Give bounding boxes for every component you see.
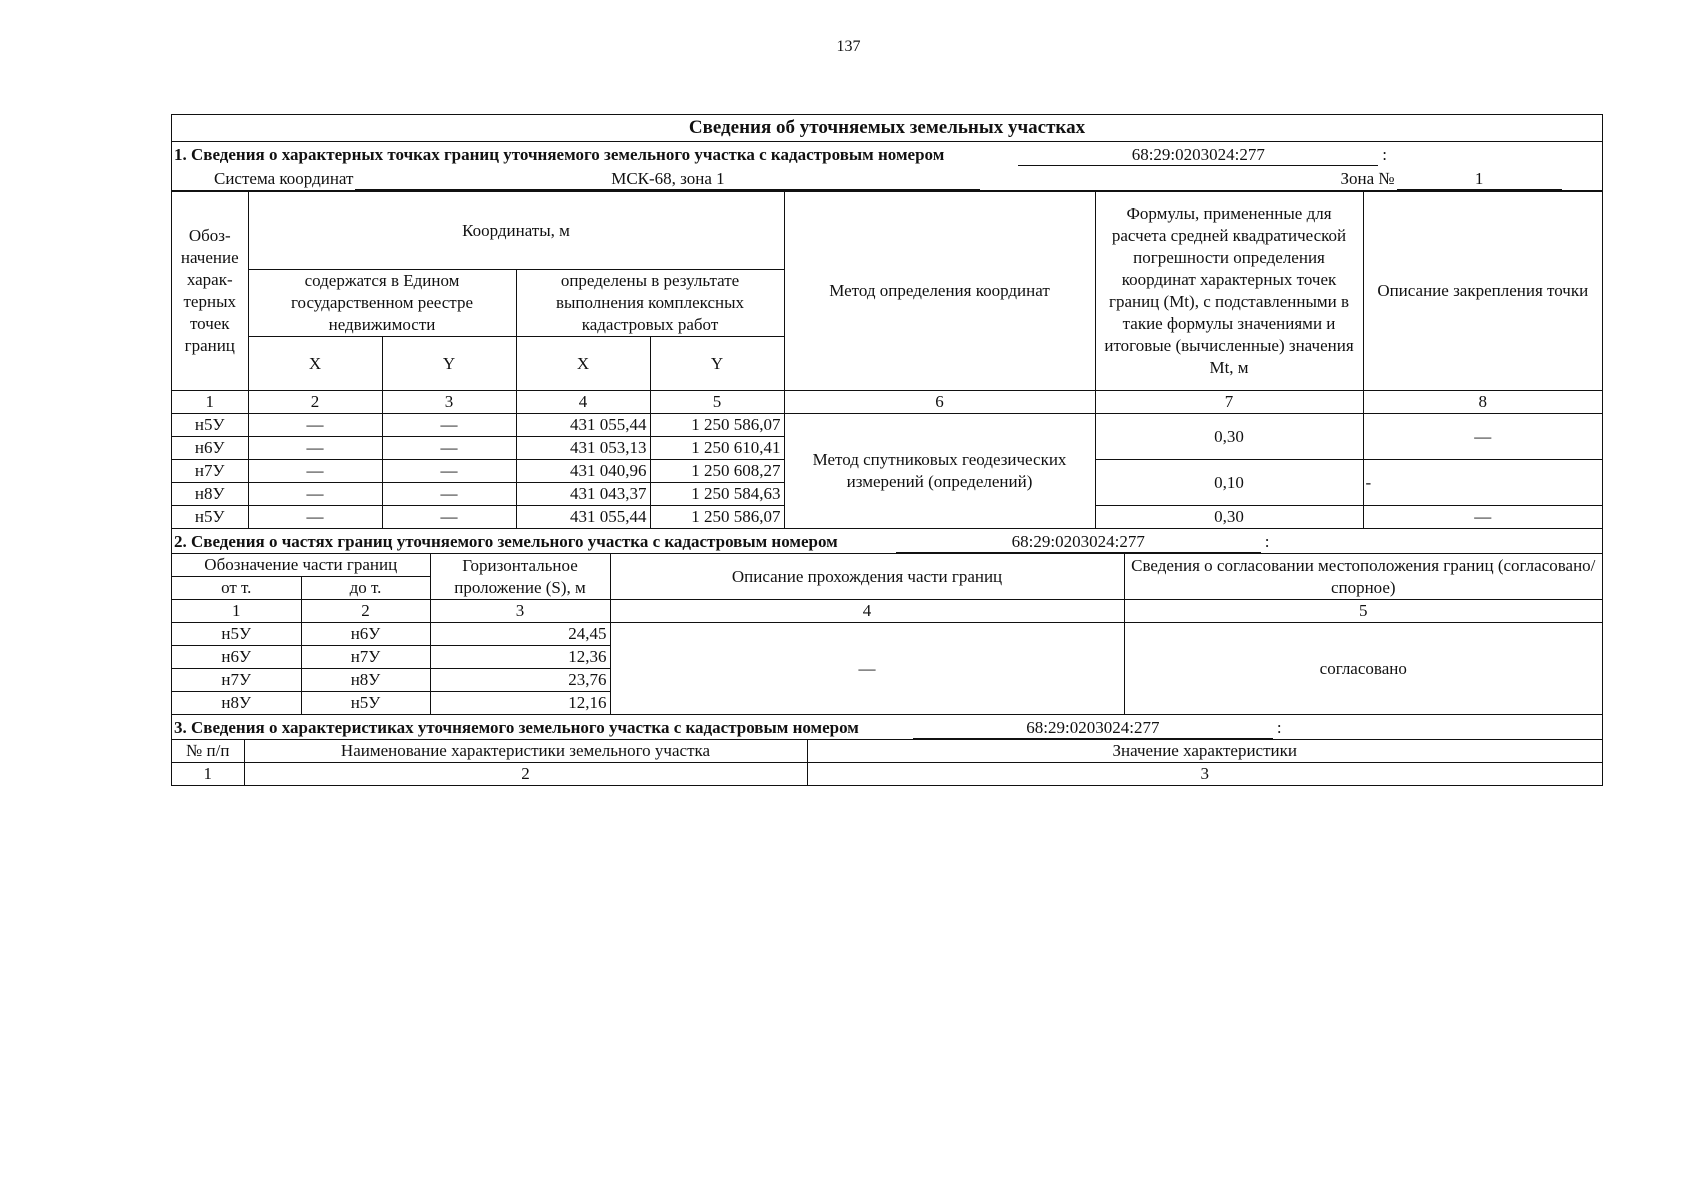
coord-system-value: МСК-68, зона 1 (355, 168, 980, 190)
to-point: н8У (301, 669, 430, 692)
header-name: Наименование характеристики земельного участка (244, 740, 807, 763)
to-point: н6У (301, 623, 430, 646)
header-part: Обозначение части границ (172, 554, 430, 577)
x-egrn: — (248, 460, 382, 483)
fixing-value-3: — (1363, 506, 1602, 529)
section3-heading: 3. Сведения о характеристиках уточняемого земельного участка с кадастровым номером (174, 718, 859, 737)
section3-cadastral-number: 68:29:0203024:277 (913, 717, 1273, 739)
col-num-4: 4 (610, 600, 1124, 623)
point-id: н5У (172, 414, 248, 437)
characteristics-table (172, 740, 1602, 785)
x-egrn: — (248, 483, 382, 506)
col-num-5: 5 (650, 391, 784, 414)
section1-colon: : (1382, 145, 1388, 164)
y-egrn: — (382, 437, 516, 460)
header-method: Метод определения координат (784, 192, 1095, 391)
from-point: н6У (172, 646, 301, 669)
header-length: Горизонтальное проложение (S), м (430, 554, 610, 600)
y-egrn: — (382, 460, 516, 483)
y-coord: 1 250 610,41 (650, 437, 784, 460)
section2-cadastral-number: 68:29:0203024:277 (896, 531, 1261, 553)
col-num-3: 3 (382, 391, 516, 414)
col-num-3: 3 (807, 763, 1602, 786)
mt-value-3: 0,30 (1095, 506, 1363, 529)
col-num-1: 1 (172, 391, 248, 414)
col-num-8: 8 (1363, 391, 1602, 414)
to-point: н5У (301, 692, 430, 715)
form-title: Сведения об уточняемых земельных участках (172, 115, 1602, 142)
x-coord: 431 040,96 (516, 460, 650, 483)
fixing-value-2: - (1363, 460, 1602, 506)
from-point: н7У (172, 669, 301, 692)
table-row (172, 623, 1602, 646)
col-num-2: 2 (301, 600, 430, 623)
points-table (172, 191, 1602, 529)
header-num: № п/п (172, 740, 244, 763)
x-coord: 431 053,13 (516, 437, 650, 460)
header-fixing: Описание закрепления точки (1363, 192, 1602, 391)
zone-label: Зона № (1340, 169, 1395, 188)
section1-heading-row (172, 142, 1602, 166)
header-description: Описание прохождения части границ (610, 554, 1124, 600)
section1-heading: 1. Сведения о характерных точках границ уточняемого земельного участка с кадастровым номером (174, 145, 945, 164)
x-egrn: — (248, 437, 382, 460)
col-num-2: 2 (248, 391, 382, 414)
page-number: 137 (836, 38, 861, 55)
header-formulas: Формулы, примененные для расчета средней квадратической погрешности определения координат характерных точек границ (Mt), с подставленными в такие формулы значениями и итоговые (вычисленные) значения Mt, м (1095, 192, 1363, 391)
col-num-2: 2 (244, 763, 807, 786)
y-egrn: — (382, 414, 516, 437)
col-num-6: 6 (784, 391, 1095, 414)
col-num-1: 1 (172, 600, 301, 623)
col-num-1: 1 (172, 763, 244, 786)
section3-heading-row (172, 715, 1602, 740)
section3-colon: : (1276, 718, 1282, 737)
header-from: от т. (172, 577, 301, 600)
y-coord: 1 250 584,63 (650, 483, 784, 506)
from-point: н8У (172, 692, 301, 715)
header-y-egrn: Y (382, 337, 516, 391)
section2-heading: 2. Сведения о частях границ уточняемого земельного участка с кадастровым номером (174, 532, 838, 551)
col-num-3: 3 (430, 600, 610, 623)
segment-length: 23,76 (430, 669, 610, 692)
y-coord: 1 250 586,07 (650, 414, 784, 437)
table-row (172, 414, 1602, 437)
section1-cadastral-number: 68:29:0203024:277 (1018, 144, 1378, 166)
coord-system-label: Система координат (214, 169, 354, 188)
point-id: н7У (172, 460, 248, 483)
fixing-value-1: — (1363, 414, 1602, 460)
agreement-value: согласовано (1124, 623, 1602, 715)
segment-length: 12,36 (430, 646, 610, 669)
x-egrn: — (248, 414, 382, 437)
col-num-4: 4 (516, 391, 650, 414)
description-value: — (610, 623, 1124, 715)
boundary-parts-table (172, 554, 1602, 715)
header-agreement: Сведения о согласовании местоположения границ (согласовано/спорное) (1124, 554, 1602, 600)
point-id: н5У (172, 506, 248, 529)
header-egrn: содержатся в Едином государственном реестре недвижимости (248, 270, 516, 337)
x-coord: 431 043,37 (516, 483, 650, 506)
header-y-works: Y (650, 337, 784, 391)
mt-value-2: 0,10 (1095, 460, 1363, 506)
segment-length: 12,16 (430, 692, 610, 715)
coord-system-row (172, 166, 1602, 191)
land-plots-form (171, 114, 1603, 786)
header-to: до т. (301, 577, 430, 600)
point-id: н8У (172, 483, 248, 506)
header-x-egrn: X (248, 337, 382, 391)
x-coord: 431 055,44 (516, 414, 650, 437)
header-coordinates: Координаты, м (248, 192, 784, 270)
col-num-7: 7 (1095, 391, 1363, 414)
y-coord: 1 250 608,27 (650, 460, 784, 483)
mt-value-1: 0,30 (1095, 414, 1363, 460)
x-egrn: — (248, 506, 382, 529)
header-value: Значение характеристики (807, 740, 1602, 763)
segment-length: 24,45 (430, 623, 610, 646)
section2-heading-row (172, 529, 1602, 554)
y-egrn: — (382, 483, 516, 506)
to-point: н7У (301, 646, 430, 669)
y-coord: 1 250 586,07 (650, 506, 784, 529)
header-designation: Обоз-начение харак-терных точек границ (172, 192, 248, 391)
section2-colon: : (1264, 532, 1270, 551)
point-id: н6У (172, 437, 248, 460)
method-value: Метод спутниковых геодезических измерений (определений) (784, 414, 1095, 529)
x-coord: 431 055,44 (516, 506, 650, 529)
header-works: определены в результате выполнения комплексных кадастровых работ (516, 270, 784, 337)
col-num-5: 5 (1124, 600, 1602, 623)
zone-value: 1 (1397, 168, 1562, 190)
header-x-works: X (516, 337, 650, 391)
from-point: н5У (172, 623, 301, 646)
y-egrn: — (382, 506, 516, 529)
